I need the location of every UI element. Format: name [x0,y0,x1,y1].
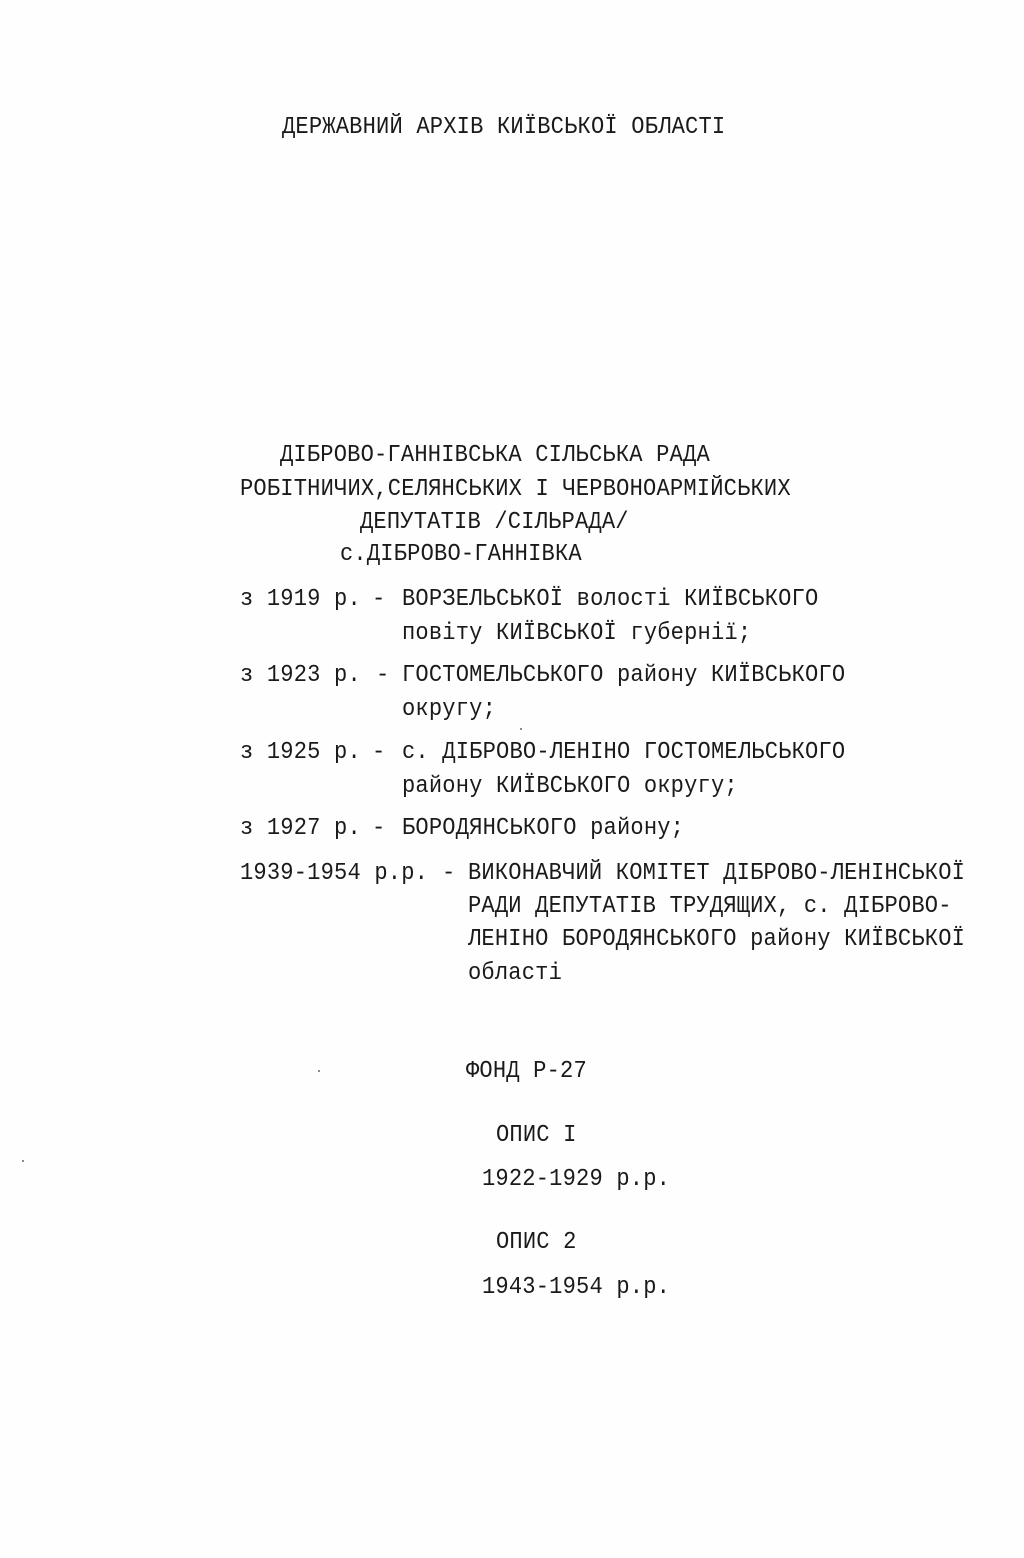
history-text: ЛЕНІНО БОРОДЯНСЬКОГО району КИЇВСЬКОЇ [468,926,966,953]
inventory-years: 1922-1929 р.р. [482,1166,671,1193]
history-dash: - [372,739,386,766]
inventory-label: ОПИС І [496,1122,577,1149]
history-text: району КИЇВСЬКОГО округу; [402,773,738,800]
history-text: БОРОДЯНСЬКОГО району; [402,815,685,842]
inventory-years: 1943-1954 р.р. [482,1274,671,1301]
fund-name-line-4: с.ДІБРОВО-ГАННІВКА [340,541,582,568]
inventory-label: ОПИС 2 [496,1229,577,1256]
history-dash: - [442,860,456,887]
history-years: з 1919 р. [240,586,361,613]
fund-name-line-1: ДІБРОВО-ГАННІВСЬКА СІЛЬСЬКА РАДА [280,442,710,469]
history-years: з 1927 р. [240,815,361,842]
history-dash: - [372,815,386,842]
history-years: 1939-1954 р.р. [240,860,429,887]
fond-number: ФОНД Р-27 [466,1058,587,1085]
fund-name-line-2: РОБІТНИЧИХ,СЕЛЯНСЬКИХ І ЧЕРВОНОАРМІЙСЬКИХ [240,476,791,503]
history-years: з 1925 р. [240,739,361,766]
history-text: ВОРЗЕЛЬСЬКОЇ волості КИЇВСЬКОГО [402,586,819,613]
history-text: округу; [402,696,497,723]
scan-speck [318,1070,320,1072]
fund-name-line-3: ДЕПУТАТІВ /СІЛЬРАДА/ [360,509,629,536]
history-years: з 1923 р. [240,662,361,689]
history-dash: - [376,662,390,689]
scan-speck [22,1160,24,1162]
scan-speck [520,728,522,730]
archive-title: ДЕРЖАВНИЙ АРХІВ КИЇВСЬКОЇ ОБЛАСТІ [282,114,726,141]
history-text: повіту КИЇВСЬКОЇ губернії; [402,620,752,647]
history-text: ГОСТОМЕЛЬСЬКОГО району КИЇВСЬКОГО [402,662,846,689]
history-text: РАДИ ДЕПУТАТІВ ТРУДЯЩИХ, с. ДІБРОВО- [468,893,952,920]
history-text: області [468,960,563,987]
history-text: ВИКОНАВЧИЙ КОМІТЕТ ДІБРОВО-ЛЕНІНСЬКОЇ [468,860,966,887]
history-text: с. ДІБРОВО-ЛЕНІНО ГОСТОМЕЛЬСЬКОГО [402,739,846,766]
history-dash: - [372,586,386,613]
